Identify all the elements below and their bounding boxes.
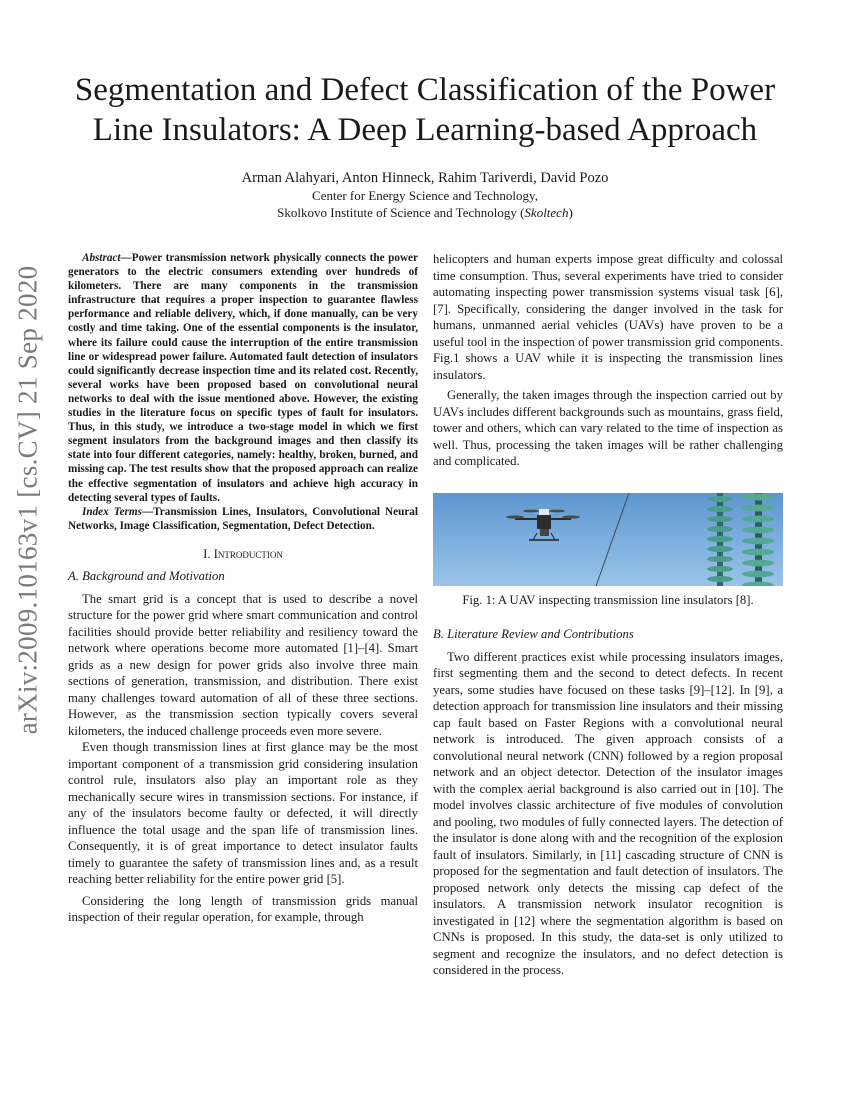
figure-1-caption: Fig. 1: A UAV inspecting transmission line insulators [8].: [462, 592, 754, 607]
drone-icon: [506, 509, 580, 540]
abstract-body: —Power transmission network physically connects the power generators to the electric consumers extending over hundreds of kilometers. There are many components in the transmission infrastructure that requires a proper inspection to guarantee flawless performance and reliable delivery, which, if done manually, can be very costly and time taking. One of the essential components is the insulator, where its failure could cause the interruption of the entire transmission line or widespread power failure. Automated fault detection of insulators could significantly decrease inspection time and its related cost. Recently, several works have been proposed based on convolutional neural networks to deal with the issue mentioned above. However, the existing studies in the literature focus on specific types of fault for insulators. Thus, in this study, we introduce a two-stage model in which we first segment insulators from the background images and then classify its state into four different categories, namely: healthy, broken, burned, and missing cap. The test results show that the proposed approach can realize the effective segmentation of insulators and achieve high accuracy in detecting several types of faults.: [68, 252, 418, 504]
figure-uav-photo: [433, 493, 783, 586]
abstract-label: Abstract: [82, 252, 121, 264]
section-heading-introduction: [68, 546, 418, 563]
transmission-wire: [596, 493, 629, 586]
section-number: I.: [203, 546, 214, 561]
affiliation-abbrev: Skoltech: [524, 205, 569, 220]
insulator-string-left-icon: [707, 493, 733, 586]
index-terms: [68, 505, 418, 533]
paragraph-insulators-role: Even though transmission lines at first glance may be the most important component of a transmission grid considering insulation control rule, insulators also play an important role as they mechanically secure wires in transmission sections. For instance, if any of the insulators become faulty or defected, it will directly influence the total usage and the span life of transmission lines. Consequently, it is of great importance to detect insulator faults timely to guarantee the safety of transmission lines and, as a result reaching better reliability for the entire power grid [5].: [68, 740, 418, 887]
index-terms-body: —Transmission Lines, Insulators, Convolutional Neural Networks, Image Classification, Segmentation, Defect Detection.: [68, 505, 418, 532]
title-line-2: Line Insulators: A Deep Learning-based Approach: [92, 112, 758, 148]
paragraph-backgrounds: Generally, the taken images through the inspection carried out by UAVs includes different backgrounds such as mountains, grass field, tower and others, which can vary related to the time of inspection as well. Thus, processing the taken images will be rather challenging and complicated.: [433, 388, 783, 468]
uav-inspection-illustration: [433, 493, 783, 586]
affiliation-line-2: [50, 204, 800, 221]
section-name: Introduction: [213, 546, 283, 561]
paragraph-smart-grid: The smart grid is a concept that is used to describe a novel structure for the power grid where smart communication and control facilities should provide better reliability and resiliency toward the network where operations become more automated [1]–[4]. Smart grids as a new design for power grids also involve three main sections of generation, transmission, and distribution. There exist many challenges toward automation of all of these three sections. However, as the transmission section typically covers several kilometers, the induced challenge proceeds even more severe.: [68, 591, 418, 738]
paper-title: [50, 70, 800, 150]
paragraph-manual-inspection: Considering the long length of transmission grids manual inspection of their regular operation, for example, through: [68, 893, 418, 925]
title-line-1: Segmentation and Defect Classification of the Power: [74, 72, 776, 108]
insulator-string-right-icon: [742, 493, 774, 586]
abstract: [68, 251, 418, 505]
paragraph-literature-review: Two different practices exist while processing insulators images, first segmenting them and the second to detect defects. In recent years, some studies have focused on these tasks [9]–[12]. In [9], a detection approach for transmission line insulators and their missing cap fault based on Faster Regions with a convolutional neural network is introduced. The given approach consists of a convolutional neural network (CNN) followed by a region proposal network and an object detector. Detection of the insulator images with the complex aerial background is also carried out in [10]. The model involves classic architecture of five modules of convolution and pooling, two modules of fully connected layers. The detection of the insulator is done along with and the recognition of the explosion fault of insulators. Similarly, in [11] cascading structure of CNN is proposed for the segmentation and fault detection of insulators. The proposed network only detects the missing cap defect of the insulators. A transmission network insulator recognition is investigated in [12] where the segmentation algorithm is based on CNNs is proposed. In this study, the data-set is only utilized to segment and recognize the insulators, and no defect detection is considered in the process.: [433, 649, 783, 977]
subsection-heading-background: A. Background and Motivation: [68, 569, 225, 584]
right-column: [433, 251, 783, 979]
left-column: [68, 251, 418, 926]
arxiv-stamp-text: arXiv:2009.10163v1 [cs.CV] 21 Sep 2020: [12, 265, 43, 735]
affiliation-text: Skolkovo Institute of Science and Technology (: [277, 205, 525, 220]
paragraph-uav-intro: helicopters and human experts impose great difficulty and colossal time consumption. Thus, several experiments have tried to consider automating inspecting power transmission systems visual task [6], [7]. Specifically, considering the danger involved in the task for humans, unmanned aerial vehicles (UAVs) have proven to be a useful tool in the inspection of power transmission grid components. Fig.1 shows a UAV while it is inspecting the transmission lines insulators.: [433, 252, 783, 382]
affiliation-close: ): [568, 205, 573, 220]
author-list: Arman Alahyari, Anton Hinneck, Rahim Tariverdi, David Pozo: [241, 170, 609, 186]
subsection-heading-literature: B. Literature Review and Contributions: [433, 627, 634, 641]
affiliation-line-1: Center for Energy Science and Technology,: [312, 188, 538, 203]
index-terms-label: Index Terms: [82, 505, 142, 518]
arxiv-stamp: [6, 265, 50, 735]
